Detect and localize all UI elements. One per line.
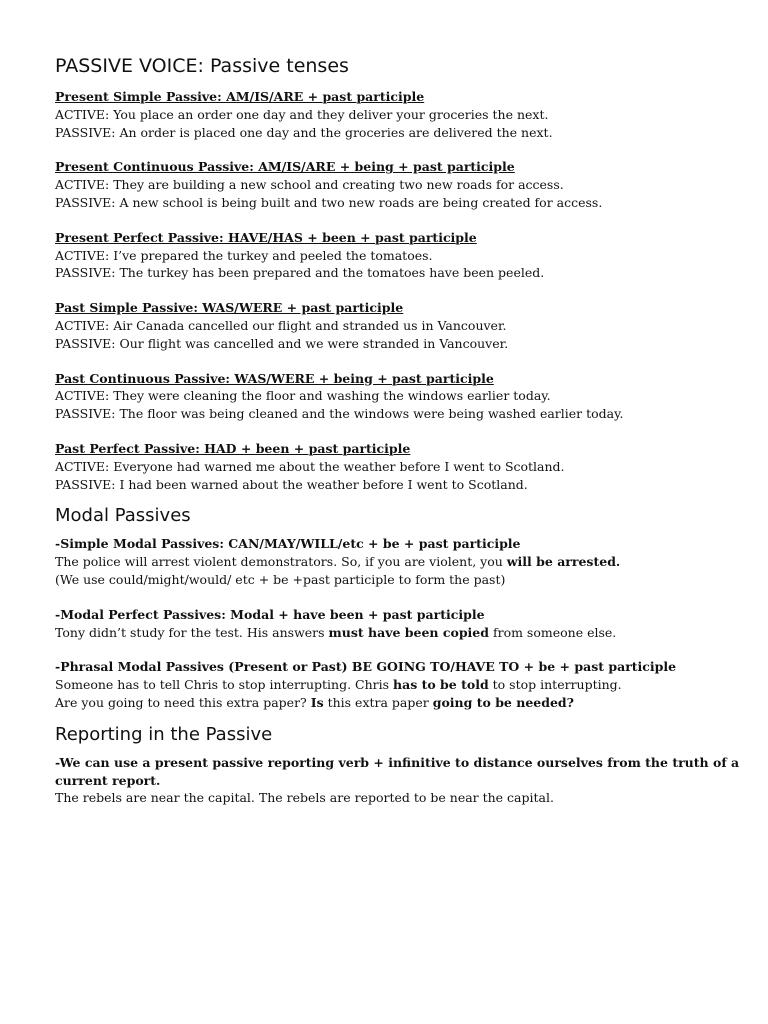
modal-passives-title: Modal Passives (55, 505, 191, 527)
example-text: Someone has to tell Chris to stop interrupting. Chris (55, 677, 393, 693)
active-example: ACTIVE: They are building a new school and creating two new roads for access. (55, 177, 564, 193)
page-title: PASSIVE VOICE: Passive tenses (55, 55, 349, 77)
example-text: from someone else. (489, 624, 617, 640)
simple-modal-example (55, 553, 745, 571)
tense-section-past-simple (55, 299, 745, 352)
example-emphasis: Is (310, 694, 324, 710)
example-emphasis: has to be told (393, 677, 489, 693)
reporting-passive-title: Reporting in the Passive (55, 723, 273, 745)
tense-section-present-perfect (55, 229, 745, 282)
passive-example: PASSIVE: Our flight was cancelled and we were stranded in Vancouver. (55, 335, 509, 351)
example-text: this extra paper (323, 694, 433, 710)
passive-example: PASSIVE: The floor was being cleaned and the windows were being washed earlier today. (55, 406, 624, 422)
reporting-example: The rebels are near the capital. The rebels are reported to be near the capital. (55, 790, 554, 806)
document-page (55, 52, 745, 824)
simple-modal-section (55, 535, 745, 588)
active-example: ACTIVE: Air Canada cancelled our flight and stranded us in Vancouver. (55, 317, 507, 333)
simple-modal-heading: -Simple Modal Passives: CAN/MAY/WILL/etc + be + past participle (55, 536, 521, 552)
example-emphasis: must have been copied (328, 624, 489, 640)
tense-heading: Present Simple Passive: AM/IS/ARE + past participle (55, 89, 425, 104)
reporting-section (55, 754, 745, 807)
phrasal-modal-section (55, 658, 745, 711)
passive-example: PASSIVE: An order is placed one day and the groceries are delivered the next. (55, 124, 553, 140)
tense-section-past-continuous (55, 370, 745, 423)
example-text: to stop interrupting. (488, 677, 622, 693)
example-text: Are you going to need this extra paper? (55, 694, 311, 710)
tense-heading: Present Perfect Passive: HAVE/HAS + been + past participle (55, 229, 477, 245)
example-text: Tony didn’t study for the test. His answers (55, 624, 329, 640)
tense-heading: Past Perfect Passive: HAD + been + past participle (55, 440, 411, 456)
tense-heading: Present Continuous Passive: AM/IS/ARE + being + past participle (55, 159, 515, 175)
tense-section-past-perfect (55, 440, 745, 493)
passive-example: PASSIVE: The turkey has been prepared and the tomatoes have been peeled. (55, 265, 545, 281)
tense-heading: Past Simple Passive: WAS/WERE + past participle (55, 300, 404, 316)
active-example: ACTIVE: Everyone had warned me about the weather before I went to Scotland. (55, 458, 565, 474)
tense-section-present-simple (55, 88, 745, 141)
phrasal-modal-example-1 (55, 676, 745, 694)
phrasal-modal-example-2 (55, 694, 745, 712)
simple-modal-note: (We use could/might/would/ etc + be +past participle to form the past) (55, 571, 506, 587)
example-text: The police will arrest violent demonstrators. So, if you are violent, you (55, 554, 507, 570)
tense-section-present-continuous (55, 158, 745, 211)
example-emphasis: going to be needed? (432, 694, 574, 710)
modal-perfect-example (55, 624, 745, 642)
reporting-heading: -We can use a present passive reporting verb + infinitive to distance ourselves from the truth of a current report. (55, 754, 740, 788)
passive-example: PASSIVE: A new school is being built and two new roads are being created for access. (55, 194, 603, 210)
example-emphasis: will be arrested. (506, 554, 621, 570)
modal-perfect-section (55, 606, 745, 642)
passive-example: PASSIVE: I had been warned about the weather before I went to Scotland. (55, 476, 528, 492)
active-example: ACTIVE: You place an order one day and they deliver your groceries the next. (55, 106, 549, 122)
modal-perfect-heading: -Modal Perfect Passives: Modal + have been + past participle (55, 606, 485, 622)
phrasal-modal-heading: -Phrasal Modal Passives (Present or Past) BE GOING TO/HAVE TO + be + past participle (55, 659, 677, 675)
tense-heading: Past Continuous Passive: WAS/WERE + being + past participle (55, 370, 494, 386)
active-example: ACTIVE: I’ve prepared the turkey and peeled the tomatoes. (55, 247, 433, 263)
active-example: ACTIVE: They were cleaning the floor and washing the windows earlier today. (55, 388, 551, 404)
